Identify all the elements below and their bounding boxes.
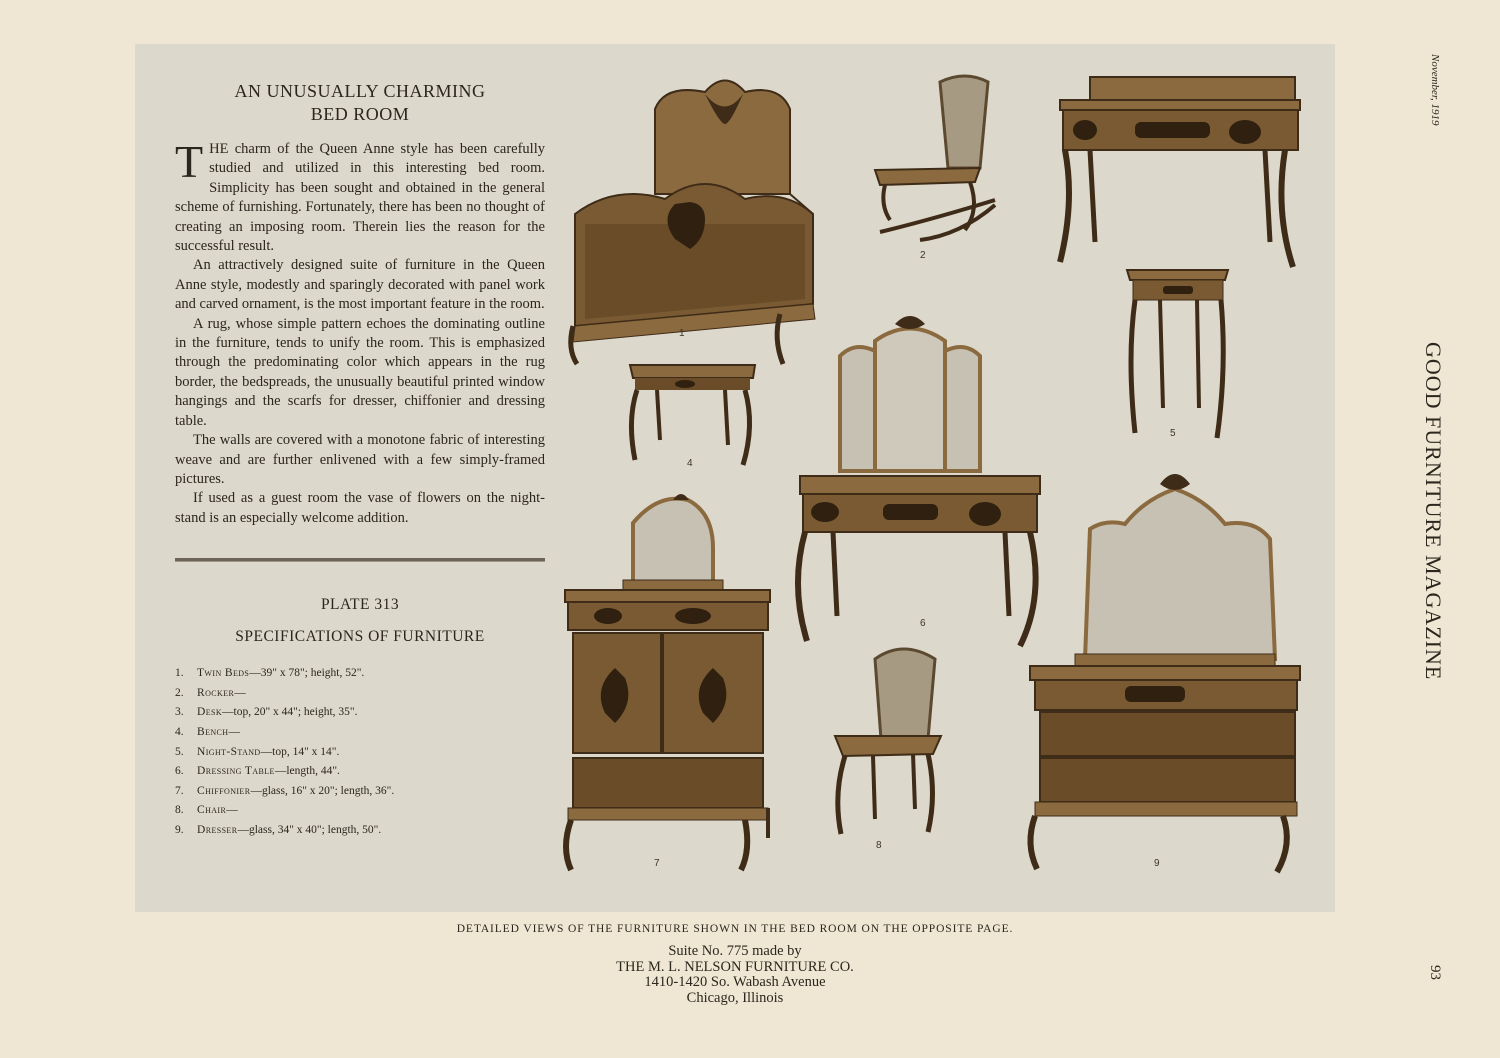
article-paragraph: A rug, whose simple pattern echoes the dominating outline in the furniture, tends to unify the room. This is emphasized through the predominating color which appears in the rug border, the bedspreads, the unusually beautiful printed window hangings and the scarfs for dresser, chiffonier and dressing table.: [175, 315, 545, 429]
article-paragraph: If used as a guest room the vase of flowers on the night-stand is an especially welcome addition.: [175, 490, 545, 526]
spec-item: 8. Chair —: [175, 804, 238, 817]
city-line: Chicago, Illinois: [686, 989, 784, 1006]
spec-item: 4. Bench —: [175, 725, 240, 738]
photo-plate: [135, 44, 1335, 912]
specifications-list: [175, 664, 545, 840]
maker-line: THE M. L. NELSON FURNITURE CO.: [616, 958, 854, 975]
article-title-line-1: AN UNUSUALLY CHARMING: [234, 81, 486, 101]
spec-item: 6. Dressing Table —length, 44".: [175, 765, 340, 778]
dresser-illustration: [1025, 464, 1303, 872]
issue-date: November, 1919: [1429, 54, 1441, 126]
spec-item: 7. Chiffonier —glass, 16" x 20"; length, 36".: [175, 784, 395, 797]
spec-item: 5. Night-Stand —top, 14" x 14".: [175, 745, 340, 758]
desk-illustration: [1055, 72, 1305, 272]
article-paragraph: THE charm of the Queen Anne style has been carefully studied and utilized in this interesting bed room. Simplicity has been sought and obtained in the general scheme of furnishing. Fortunately, there has been no thought of creating an imposing room. Therein lies the reason for the successful result.: [175, 136, 545, 255]
page-number: 93: [1427, 965, 1443, 980]
article-paragraph: An attractively designed suite of furniture in the Queen Anne style, modestly and sparingly decorated with panel work and carved ornament, is the most important feature in the room.: [175, 257, 545, 313]
dressing-table-illustration: [795, 316, 1045, 646]
spec-item: 9. Dresser —glass, 34" x 40"; length, 50".: [175, 823, 382, 836]
spec-item: 2. Rocker —: [175, 686, 246, 699]
figure-number-dressing-table: 6: [920, 618, 926, 629]
manufacturer-credit: [435, 944, 1035, 1006]
spec-item: 1. Twin Beds —39" x 78"; height, 52".: [175, 667, 365, 680]
section-divider: [175, 558, 545, 562]
bed-illustration: [565, 64, 820, 364]
figure-number-dresser: 9: [1154, 858, 1160, 869]
specifications-heading: SPECIFICATIONS OF FURNITURE: [235, 628, 485, 646]
article-column: [175, 80, 545, 840]
rocker-illustration: [870, 70, 1000, 250]
figure-number-rocker: 2: [920, 250, 926, 261]
chiffonier-illustration: [563, 488, 773, 870]
suite-line: Suite No. 775 made by: [668, 943, 802, 959]
figure-number-chair: 8: [876, 840, 882, 851]
figure-number-bed: 1: [679, 328, 685, 339]
drop-cap: T: [175, 136, 204, 187]
address-line: 1410-1420 So. Wabash Avenue: [644, 974, 826, 990]
figure-number-bench: 4: [687, 458, 693, 469]
chair-illustration: [833, 644, 945, 838]
article-title-line-2: BED ROOM: [310, 104, 410, 124]
plate-caption: DETAILED VIEWS OF THE FURNITURE SHOWN IN THE BED ROOM ON THE OPPOSITE PAGE.: [456, 923, 1014, 935]
figure-number-night-stand: 5: [1170, 428, 1176, 439]
figure-number-chiffonier: 7: [654, 858, 660, 869]
article-paragraph: The walls are covered with a monotone fabric of interesting weave and are further enlivened with a few simply-framed pictures.: [175, 432, 545, 487]
article-title: [175, 80, 545, 126]
plate-heading: PLATE 313: [320, 596, 400, 614]
night-stand-illustration: [1125, 268, 1230, 438]
bench-illustration: [625, 360, 760, 465]
spec-item: 3. Desk —top, 20" x 44"; height, 35".: [175, 706, 358, 719]
magazine-title: GOOD FURNITURE MAGAZINE: [1421, 342, 1446, 681]
article-body: [175, 136, 545, 528]
